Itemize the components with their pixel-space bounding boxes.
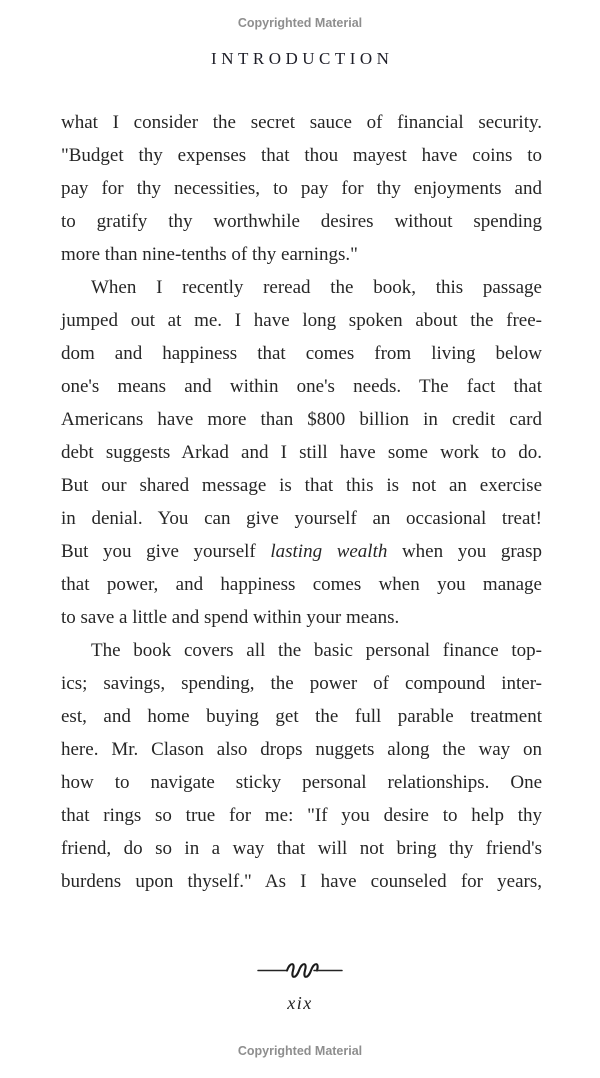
page-number: xix xyxy=(287,993,313,1013)
text-line: to gratify thy worthwhile desires without spending xyxy=(61,211,542,232)
text-line: burdens upon thyself." As I have counseled for years, xyxy=(61,871,542,892)
text-line: ics; savings, spending, the power of compound inter- xyxy=(61,673,542,694)
text-line: But our shared message is that this is not an exercise xyxy=(61,475,542,496)
text-line: one's means and within one's needs. The fact that xyxy=(61,376,542,397)
text-line: debt suggests Arkad and I still have some work to do. xyxy=(61,442,542,463)
text-line: friend, do so in a way that will not bring thy friend's xyxy=(61,838,542,859)
body-text xyxy=(61,106,542,898)
copyright-notice-top: Copyrighted Material xyxy=(237,16,363,30)
text-line: dom and happiness that comes from living below xyxy=(61,343,542,364)
text-line: what I consider the secret sauce of financial security. xyxy=(61,112,542,133)
rope-twist-divider-icon xyxy=(256,961,344,978)
text-line: Americans have more than $800 billion in credit card xyxy=(61,409,542,430)
copyright-notice-bottom: Copyrighted Material xyxy=(237,1044,363,1058)
text-line: to save a little and spend within your means. xyxy=(61,607,400,628)
text-line: "Budget thy expenses that thou mayest have coins to xyxy=(61,145,542,166)
text-line: pay for thy necessities, to pay for thy enjoyments and xyxy=(61,178,542,199)
text-line: here. Mr. Clason also drops nuggets along the way on xyxy=(61,739,542,760)
text-line: that power, and happiness comes when you manage xyxy=(61,574,542,595)
text-line: how to navigate sticky personal relationships. One xyxy=(61,772,542,793)
text-line: But you give yourself lasting wealth when you grasp xyxy=(61,541,542,562)
text-line: When I recently reread the book, this passage xyxy=(91,277,542,298)
text-line: in denial. You can give yourself an occasional treat! xyxy=(61,508,542,529)
text-line: that rings so true for me: "If you desire to help thy xyxy=(61,805,542,826)
chapter-title: INTRODUCTION xyxy=(211,49,394,68)
text-line: jumped out at me. I have long spoken about the free- xyxy=(61,310,542,331)
text-line: The book covers all the basic personal finance top- xyxy=(91,640,542,661)
text-line: est, and home buying get the full parable treatment xyxy=(61,706,542,727)
text-line: more than nine-tenths of thy earnings." xyxy=(61,244,358,265)
section-divider xyxy=(0,961,600,979)
